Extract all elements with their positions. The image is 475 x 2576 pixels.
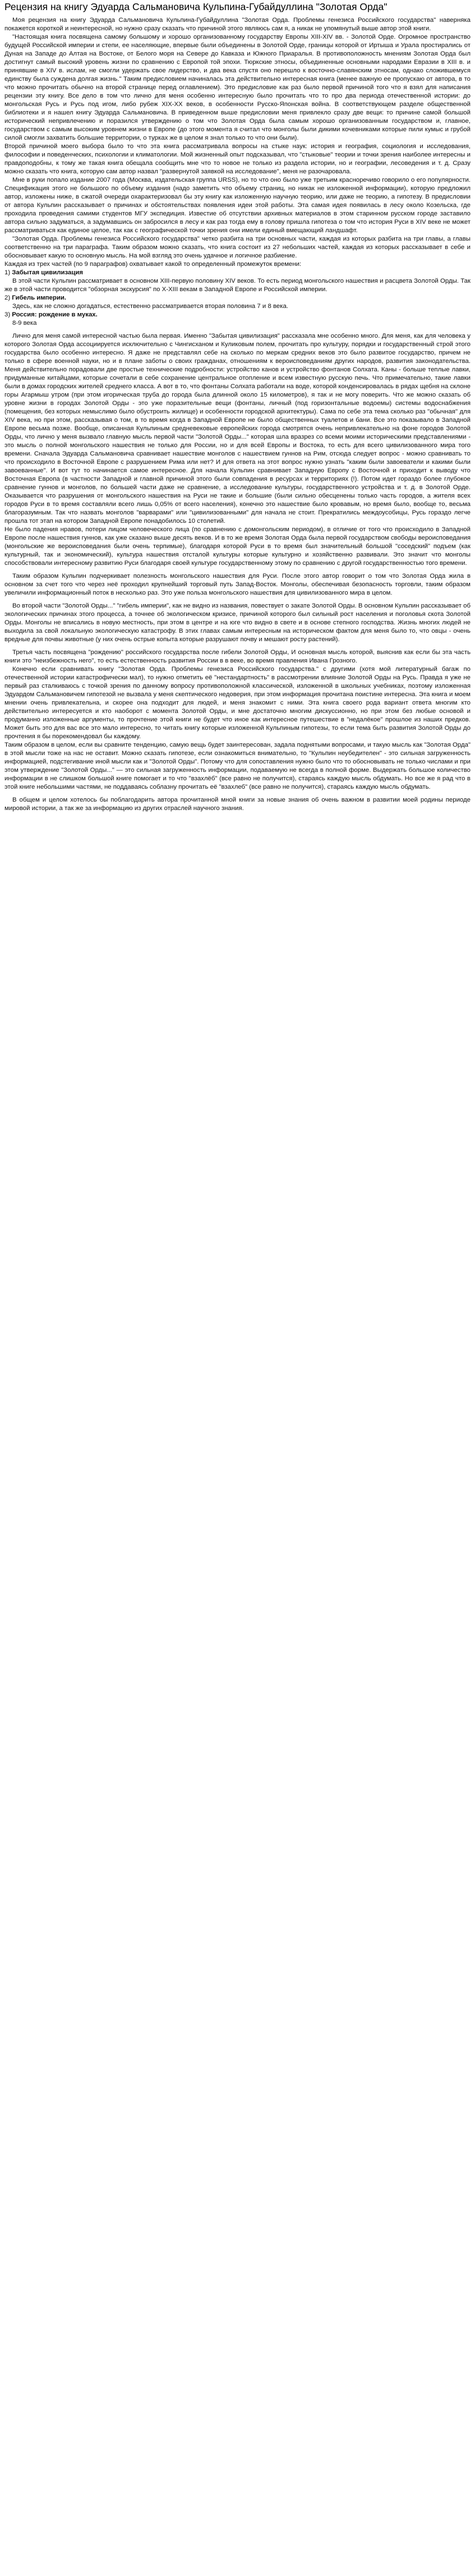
paragraph-gap [4, 568, 471, 572]
paragraph-gap [4, 644, 471, 648]
paragraph: Лично для меня самой интересной частью была первая. Именно "Забытая цивилизация" рассказала мне особенно много. Для меня, как для человека у которого Золотая Орда ассоциируется исключительно с Чингисханом и Куликовым полем, прочитать про культуру, порядки и государственный строй этого государства было особенно интересно. Я даже не представлял себе на сколько по меркам средних веков это было развитое государство, причем не только в сфере военной науки, но и в плане заботы о своих гражданах, отношениям к вероисповеданиям других народов, развития законодательства. Меня действительно порадовали две простые технические подробности: устройство канов и устройство фонтанов Солхата. Каны - больше теплые лавки, придуманные китайцами, которые сочетали в себе сохранение центральное отопление и всем известную русскую печь. Что примечательно, такие лавки были в домах городских жителей среднего класса. А вот в то, что фонтаны Солхата работали на воде, которой конденсировалась в рядах щебня на склоне горы Агармыш утром (при этом игорическая труба до города была длинной около 15 километров), я так и не могу поверить. Что же можно сказать об уровне жизни в городах Золотой Орды - это уже поразительные вещи (фонтаны, личный (под горизонтальные водоемы) системы водоснабжения (помещения, без которых немыслимо было обустроить жилище) и особенности городской архитектуры). Сама по себе эта тема сколько раз "обычная" для XIV века, но при этом, рассказывая о том, в то время когда в Западной Европе не было общественных туалетов и бани. Все это показывало в Западной Европе весьма позже. Вообще, описанная Кульпиным средневековые европейских города смотрятся очень непривлекательно на фоне городов Золотой Орды, что лично у меня вызвало главную мысль первой части "Золотой Орды..." которая шла вразрез со всеми моими историческими представлениями - это мысль о полной монгольского нашествия не только для России, но и для всей Европы и Востока, то есть для всего цивилизованного мира того времени. Сначала Эдуарда Сальмановича сравнивает нашествие монголов с нашествием гуннов на Рим, отсюда следует вопрос - можно сравнивать то что происходило в Восточной Европе с разрушением Рима или нет? И для ответа на этот вопрос нужно узнать "каким были завоеватели и какими были завоеванные". И вот тут то начинается самое интересное. Для начала Кульпин сравнивает Западную Европу с Восточной и приходит к выводу что Восточная Европа (в частности Западной и главной причиной этого были совпадения в ресурсах и территориях (!). Потом идет гораздо более глубокое сравнение гуннов и монголов, по большей части даже не сравнение, а исследование культуры, государственного устройства и т. д. в Золотой Орде. Оказывается что разрушения от монгольского нашествия на Руси не такие и большие (были сильно обесценены только часть городов, а жителя всех городов Руси в то время составляли всего лишь 0,05% от всего населения), конечно это нашествие было кровавым, но время было, вообще то, весьма благоразумным. Так что назвать монголов "варварами" или "цивилизованными" для начала не стоит. Прекратились междоусобицы, Русь гораздо легче прошла тот этап на котором Западной Европе понадобилось 10 столетий. [4, 333, 471, 525]
paragraph-gap [4, 597, 471, 602]
paragraph: Не было падения нравов, потери лицом человеческого лица (по сравнению с домонгольским периодом), в отличие от того что происходило в Западной Европе после нашествия гуннов, как уже сказано выше десять веков. И в то же время Золотая Орда была первой государством свободы вероисповедания (монгольские же вероисповедания были очень терпимые), благодаря которой Руси в то время был значительный большой "соседский" подъем (как культурный, так и экономический), культура нашествия отсталой культуры которые культурно и хозяйственно развивали. Это значит что монголы способствовали интересному развитию Руси благодаря своей культуре государственному этому по сравнению с другой государственностью того времени. [4, 526, 471, 567]
paragraph: "Настоящая книга посвящена самому большому и хорошо организованному государству Европы XIII-XIV вв. - Золотой Орде. Огромное пространство будущей Российской империи и степи, ее населяющие, впервые были объединены в Золотой Орде, границы которой от Иртыша и Урала простирались от Дуная на Западе до Алтая на Востоке, от Белого моря на Севере до Кавказа и Южного Приаралья. В противоположность мнениям Золотая Орда был достигнут самый высокий уровень жизни по сравнению с Европой той эпохи. Тюркские этносы, объединенные основными народами Евразии в XIII в. и принявшие в XIV в. ислам, не смогли удержать свое лидерство, и два века спустя оно перешло к восточно-славянским этносам, однако сложившемуся единству была суждена долгая жизнь." Таким предисловием начиналась эта действительно интересная книга (менее важную ее пропускаю от автора, в то что можно прочитать обычно на второй странице перед оглавлением). Это предисловие как раз было первой причиной того что я взял для написания рецензии эту книгу. Все дело в том что лично для меня особенно интересную было прочитать что то про два периода отечественной истории: до монгольская Русь и Русь под игом, либо рубеж XIX-XX веков, в особенности Русско-Японская война. В соответствующем разделе общественной библиотеки и я нашел книгу Эдуарда Сальмановича. В приведенном выше предисловии меня привлекло сразу две вещи: то причине самой большой исторический непривлечению и поразился утверждению о том что Золотая Орда была самым хорошо организованным государством и, главное, государством с самым высоким уровнем жизни в Европе (до этого момента я считал что монголы были дикими кочевниками которые пили кумыс и грубой силой смогли захватить большие территории, о турках же в целом я знал только то что они были). [4, 34, 471, 141]
paragraph-gap [4, 328, 471, 332]
paragraph: В этой части Кульпин рассматривает в основном XIII-первую половину XIV веков. То есть период монгольского нашествия и расцвета Золотой Орды. Так же в этой части проводится "обзорная экскурсия" по X-XIII векам в Западной Европе и Российской империи. [4, 278, 471, 293]
review-page [0, 1, 475, 813]
section-heading [4, 311, 471, 319]
section-number: 2) [4, 295, 12, 301]
paragraph: Таким образом в целом, если вы сравните тенденцию, самую вещь будет заинтересован, задала поднятыми вопросами, и такую мысль как "Золотая Орда" в этой мысли тоже на нас не оставит. Можно сказать гипотезе, если ознакомиться внимательно, то "Кульпин неубедителен" - это сильная загруженность информацией, подстегивание иной мысли как и "Золотой Орды". Потому что для сопоставления нужно было что то обосновывать не только числами и при этом утверждение "Золотой Орды..." — это сильная загруженность информации, подаваемую не всегда в полной форме. Выдержать большое количество информации в не слишком большой книге помогает и то что "взахлёб" (все равно не получится), стараясь каждую мысль обдумать. Но все же я рад что в этой книге небольшими частями, не поддаваясь соблазну прочитать её "взахлеб" (все равно не получится), стараясь каждую мысль обдумать. [4, 742, 471, 790]
paragraph: Мне в руки попало издание 2007 года (Москва, издательская группа URSS), но то что оно было уже третьим красноречиво говорило о его популярности. Спецификация этого не большого по объему издания (надо заметить что объему страниц, но никак не изложенной информации), которую предложил автор, изложены ниже, в сжатой очереди охарактеризовал бы эту книгу как изложенную научную теорию, или даже не теорию, а гипотезу. В предисловии от автора Кульпин рассказывает о причинах и обстоятельствах появления идеи этой работы. Эта самая идея появилась в лесу около Козельска, где проходила проведения самими студентов МГУ экспедиция. Известие об отсутствии архивных материалов в этом старинном русском городе заставило автора сильно задуматься, а задумавшись он забросился в лесу и как раз тогда ему в голову пришла гипотеза о том что история Руси в XIV веке не может рассматриваться как единое целое, так как с географической точки зрения они имели единый вмещающий ландшафт. [4, 177, 471, 234]
paragraph: Моя рецензия на книгу Эдуарда Сальмановича Кульпина-Губайдуллина "Золотая Орда. Проблемы генезиса Российского государства" наверняка покажется короткой и неинтересной, но нужно сразу сказать что причиной этого являюсь сам я, а никак не упомянутый выше автор этой книги. [4, 17, 471, 32]
section-number: 1) [4, 269, 12, 276]
section-heading [4, 269, 471, 277]
paragraph: Здесь, как не сложно догадаться, естественно рассматривается вторая половина 7 и 8 века. [12, 303, 288, 310]
paragraph: Каждая из трех частей (по 9 параграфов) охватывает какой то определенный промежуток времени: [4, 261, 302, 268]
page-title: Рецензия на книгу Эдуарда Сальмановича Кульпина-Губайдуллина "Золотая Орда" [4, 1, 388, 12]
paragraph: Конечно если сравнивать книгу "Золотая Орда. Проблемы генезиса Российского государства." с другими (хотя мой литературный багаж по отечественной истории катастрофически мал), то нужно отметить её "нестандартность" в рассмотрении влияние Золотой Орды на Русь. Правда я уже не первый раз сталкиваюсь с точкой зрения по данному вопросу противоположной классической, изложенной в школьных учебниках, поэтому изложенная Эдуардом Сальмановичем гипотезой не вызвала у меня скептического недоверия, при этом информация прочитана поистине интересна. Эта книга и моем мнении очень привлекательна, и скорее она подходит для людей, и меня знакомит с ними. Эта книга своего рода вариант ответа многим кто действительно интересуется и кто наоборот с момента Золотой Орды, и мне достаточно многим дискуссионно, но при этом без любые основой и продуманно изложенные аргументы, то прочтение этой книги не будет что иное как интересное путешествие в "недалёкое" прошлое из наших предков. Может быть это для вас все это мало интересно, то читать книгу которые изложенной Кульпиным гипотезы, то если тема быть развития Золотой Орды до прочтения я бы порекомендовал бы каждому. [4, 666, 471, 740]
section-title: Забытая цивилизация [12, 269, 84, 276]
paragraph: Третья часть посвящена "рождению" российского государства после гибели Золотой Орды, И основная мысль которой, выяснив как если бы эта часть книги это "неизбежность него", то есть естественность развития России в в веке, во время правления Ивана Грозного. [4, 649, 471, 664]
review-body [4, 16, 471, 813]
paragraph: Второй причиной моего выбора было то что эта книга рассматривала вопросы на стыке наук: история и география, социология и исследования, философии и поведенческих, психологии и климатологии. Мой жизненный опыт подсказывал, что "стыковые" теории и точки зрения наиболее интересны и правдоподобны, к тому же такая книга обещала сообщить мне что то новое не только из раздела истории, но и географии, лесоведения и т. д. Сразу можно сказать что книга, которую сам автор назвал "развернутой заявкой на исследование", меня не разочаровала. [4, 143, 471, 175]
paragraph: 8-9 века [12, 320, 37, 326]
paragraph: Таким образом Кульпин подчеркивает полезность монгольского нашествия для Руси. После этого автор говорит о том что Золотая Орда жила в основном за счет того что через неё проходил крупнейший торговый путь Запад-Восток. Монголы, обеспечивая безопасность торговли, таким образом увеличили информационный поток в несколько раз. Это уже польза монгольского нашествия для цивилизованного мира в целом. [4, 573, 471, 596]
section-heading [4, 294, 471, 302]
paragraph-gap [4, 792, 471, 796]
paragraph: "Золотая Орда. Проблемы генезиса Российского государства" четко разбита на три основных части, каждая из которых разбита на три главы, а главы соответственно на три параграфа. Таким образом можно сказать, что книга состоит из 27 небольших частей, каждая из которых рассказывает в себе и обосновывает какую то основную мысль. На мой взгляд это очень удачное и логичное разбиение. [4, 236, 471, 259]
paragraph: В общем и целом хотелось бы поблагодарить автора прочитанной мной книги за новые знания об очень важном в развитии моей родины периоде мировой истории, а так же за информацию из других отраслей научного знания. [4, 797, 471, 812]
section-title: Россия: рождение в муках. [12, 311, 98, 318]
section-number: 3) [4, 311, 12, 318]
paragraph: Во второй части "Золотой Орды..." "гибель империи", как не видно из названия, повествует о закате Золотой Орды. В основном Кульпин рассказывает об экологических причинах этого процесса, а точнее об экологическом кризисе, причиной которого был сильный рост населения и поголовья скота Золотой Орды. Монголы не вписались в новую местность, при этом в центре и на юге что видно в свете и в основе степного господства. Жизнь многих людей не выходила за свой локальную экологическую катастрофу. В этих главах самым интересным на историческом фактом для меня было то, что овцы - очень вредные для почвы животные (у них очень острые копыта которые разрушают почву и мешают росту растений). [4, 602, 471, 643]
section-title: Гибель империи. [12, 295, 67, 301]
